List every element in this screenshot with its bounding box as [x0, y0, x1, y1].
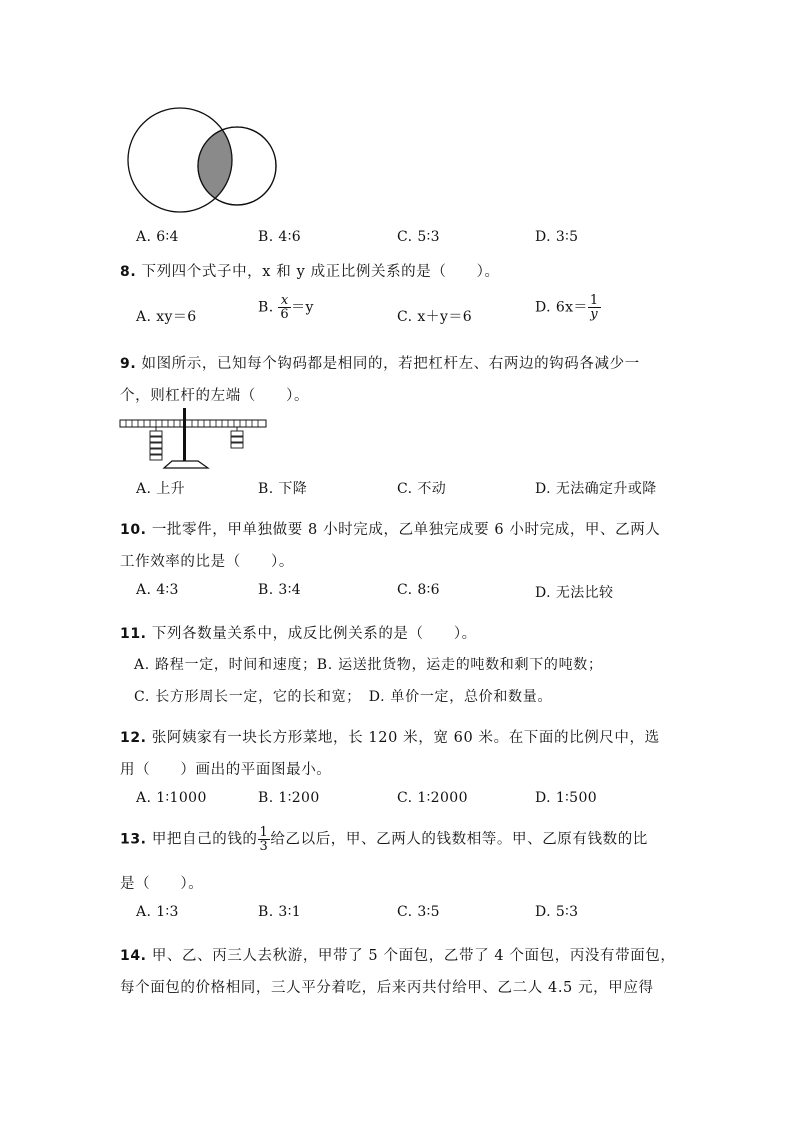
q12-option-c: C. 1∶2000 [397, 790, 468, 806]
q9-stem-line2 [120, 384, 309, 405]
q8-option-b-numerator: x [280, 293, 289, 308]
q12-option-a: A. 1∶1000 [136, 790, 207, 806]
q13-fraction [258, 826, 271, 853]
q13-option-d: D. 5∶3 [535, 904, 579, 920]
q8-option-d-prefix: D. 6x＝ [535, 299, 588, 316]
q12-stem-line2 [120, 758, 331, 779]
q13-denominator: 3 [259, 839, 269, 854]
lever-left-weights [150, 427, 162, 460]
q10-stem-line2 [120, 550, 294, 571]
q10-number: 10. [120, 522, 147, 538]
q8-option-d [535, 294, 601, 321]
venn-diagram [120, 104, 286, 216]
q13-stem-line1 [120, 826, 648, 853]
q7-option-a: A. 6∶4 [136, 229, 179, 245]
q10-stem-line1 [120, 518, 660, 539]
lever-beam-shape [120, 420, 266, 427]
q9-line1: 如图所示，已知每个钩码都是相同的，若把杠杆左、右两边的钩码各减少一 [141, 356, 640, 372]
q9-option-b: B. 下降 [258, 481, 308, 497]
q8-option-d-denominator: y [588, 307, 601, 321]
q11-options-ab: A. 路程一定，时间和速度；B. 运送批货物，运走的吨数和剩下的吨数； [134, 657, 603, 673]
lever-stand-base [164, 461, 208, 468]
q13-post: 给乙以后，甲、乙两人的钱数相等。甲、乙原有钱数的比 [270, 831, 648, 848]
q13-pre: 甲把自己的钱的 [151, 831, 258, 848]
q13-number: 13. [120, 831, 147, 848]
lever-diagram [118, 408, 268, 470]
q12-number: 12. [120, 730, 147, 746]
q13-line2: 是（ ）。 [120, 876, 204, 892]
q14-line1: 甲、乙、丙三人去秋游，甲带了 5 个面包，乙带了 4 个面包，丙没有带面包， [151, 948, 676, 964]
q10-option-a: A. 4∶3 [136, 582, 179, 598]
q11-text: 下列各数量关系中，成反比例关系的是（ ）。 [151, 626, 477, 642]
q14-stem-line2 [120, 976, 654, 997]
q13-option-a: A. 1∶3 [136, 904, 179, 920]
q9-line2: 个，则杠杆的左端（ ）。 [120, 388, 310, 404]
q10-option-b: B. 3∶4 [258, 582, 302, 598]
q14-line2: 每个面包的价格相同，三人平分着吃，后来丙共付给甲、乙二人 4.5 元，甲应得 [120, 980, 654, 996]
q13-numerator: 1 [259, 825, 269, 840]
q8-option-c: C. x＋y＝6 [397, 309, 473, 325]
q12-line2: 用（ ）画出的平面图最小。 [120, 762, 332, 778]
lever-stand-pole [183, 408, 186, 463]
q12-stem-line1 [120, 726, 660, 747]
q7-option-b: B. 4∶6 [258, 229, 302, 245]
q8-option-b-fraction [278, 294, 291, 321]
q13-option-c: C. 3∶5 [397, 904, 440, 920]
q11-number: 11. [120, 626, 147, 642]
q10-option-d: D. 无法比较 [535, 585, 614, 601]
q10-option-c: C. 8∶6 [397, 582, 440, 598]
q12-option-d: D. 1∶500 [535, 790, 598, 806]
q9-stem-line1 [120, 352, 640, 373]
q12-option-b: B. 1∶200 [258, 790, 320, 806]
q9-option-c: C. 不动 [397, 481, 447, 497]
q14-number: 14. [120, 948, 147, 964]
q8-option-b [258, 294, 314, 321]
q7-option-d: D. 3∶5 [535, 229, 579, 245]
q11-stem [120, 622, 477, 643]
q8-option-d-numerator: 1 [589, 293, 599, 308]
q8-option-b-suffix: ＝y [291, 299, 314, 316]
q10-line1: 一批零件，甲单独做要 8 小时完成，乙单独完成要 6 小时完成，甲、乙两人 [151, 522, 661, 538]
q10-line2: 工作效率的比是（ ）。 [120, 554, 294, 570]
q13-option-b: B. 3∶1 [258, 904, 302, 920]
q12-line1: 张阿姨家有一块长方形菜地，长 120 米，宽 60 米。在下面的比例尺中，选 [151, 730, 660, 746]
q11-options-cd: C. 长方形周长一定，它的长和宽； D. 单价一定，总价和数量。 [134, 689, 553, 705]
q9-option-a: A. 上升 [136, 481, 186, 497]
q8-stem [120, 260, 500, 281]
q8-option-d-fraction [588, 294, 601, 321]
q13-stem-line2 [120, 872, 203, 893]
q8-option-a: A. xy＝6 [136, 309, 197, 325]
q8-option-b-denominator: 6 [280, 307, 290, 322]
q9-number: 9. [120, 356, 137, 372]
q7-option-c: C. 5∶3 [397, 229, 440, 245]
lever-right-weights [231, 427, 243, 448]
q8-number: 8. [120, 264, 137, 280]
q8-text: 下列四个式子中，x 和 y 成正比例关系的是（ ）。 [141, 264, 500, 280]
q9-option-d: D. 无法确定升或降 [535, 481, 657, 497]
q8-option-b-prefix: B. [258, 299, 274, 316]
q14-stem-line1 [120, 944, 676, 965]
